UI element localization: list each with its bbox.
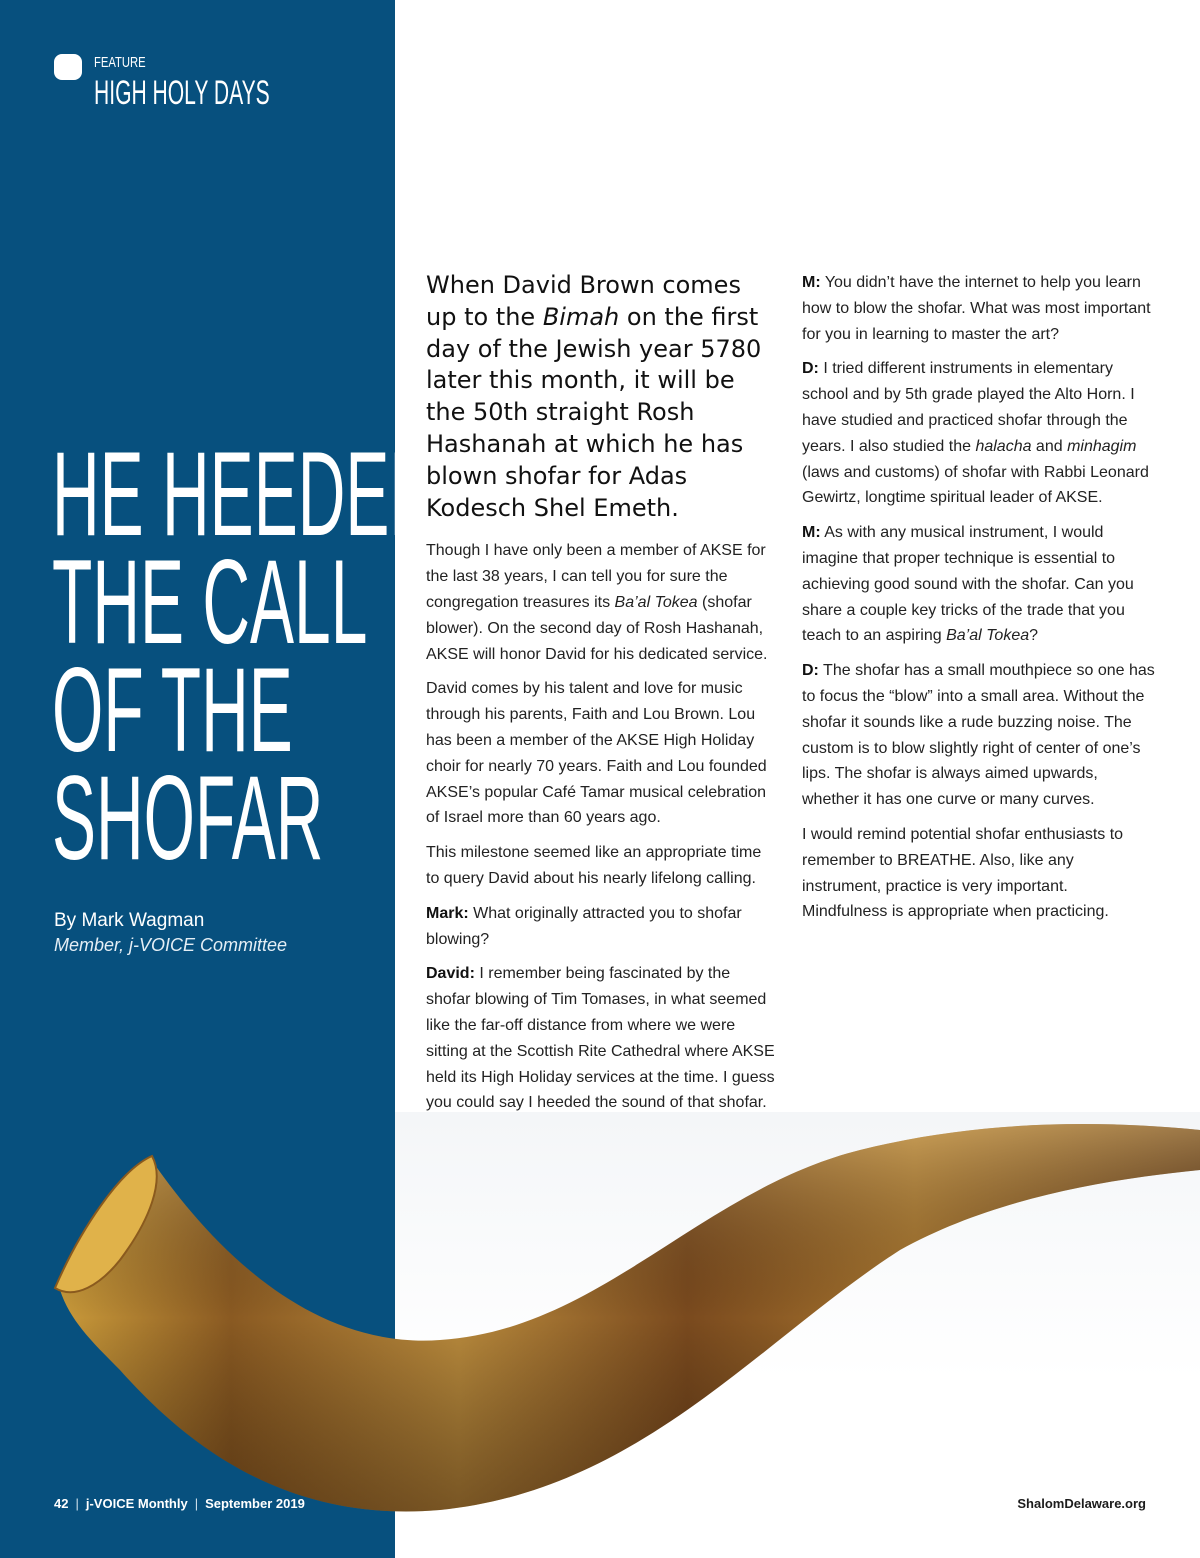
- answer-text: I remember being fascinated by the shofar blowing of Tim Tomases, in what seemed like the far-off distance from where we were sitting at the Scottish Rite Cathedral where AKSE held its High Holiday services at the time. I guess you could say I heeded the sound of that shofar.: [426, 965, 775, 1112]
- answer-text: I tried different instruments in elementary school and by 5th grade played the Alto Horn. I have studied and practiced shofar through the years. I also studied the: [802, 360, 1135, 455]
- answer-emphasis: minhagim: [1067, 437, 1137, 455]
- answer: [426, 961, 778, 1116]
- speaker-label: D:: [802, 360, 819, 378]
- answer-emphasis: halacha: [975, 437, 1032, 455]
- speaker-label: Mark:: [426, 904, 469, 922]
- question-emphasis: Ba’al Tokea: [946, 627, 1030, 645]
- article-column-1: [426, 270, 778, 1125]
- question-text: What originally attracted you to shofar blowing?: [426, 904, 742, 948]
- feature-kicker: FEATURE: [94, 54, 146, 71]
- paragraph: [426, 538, 778, 667]
- headline-line: HE HEEDED: [52, 427, 438, 561]
- question-text: ?: [1029, 627, 1039, 645]
- question: [802, 520, 1157, 649]
- issue-date: September 2019: [205, 1496, 305, 1511]
- footer-divider: |: [75, 1496, 79, 1511]
- answer-text: The shofar has a small mouthpiece so one has to focus the “blow” into a small area. Without the shofar it sounds like a rude buzzing noise. The custom is to blow slightly right of center of one’s lips. The shofar is always aimed upwards, whether it has one curve or many curves.: [802, 662, 1155, 809]
- paragraph-text: (shofar blower). On the second day of Rosh Hashanah, AKSE will honor David for his dedicated service.: [426, 593, 768, 663]
- lede-text: When David Brown comes up to the: [426, 271, 741, 331]
- lede-emphasis: Bimah: [542, 302, 620, 331]
- answer-text: and: [1031, 437, 1068, 455]
- question: [426, 901, 778, 953]
- speaker-label: David:: [426, 965, 475, 983]
- feature-bullet-icon: [54, 54, 82, 80]
- byline-role: Member, j-VOICE Committee: [54, 935, 288, 955]
- article-column-2: [802, 270, 1157, 934]
- question-text: As with any musical instrument, I would imagine that proper technique is essential to achieving good sound with the shofar. Can you share a couple key tricks of the trade that you teach to an aspiring: [802, 524, 1134, 645]
- paragraph: I would remind potential shofar enthusiasts to remember to BREATHE. Also, like any instrument, practice is very important. Mindfulness is appropriate when practicing.: [802, 825, 1124, 921]
- paragraph: This milestone seemed like an appropriate time to query David about his nearly lifelong calling.: [426, 844, 762, 887]
- speaker-label: M:: [802, 524, 821, 542]
- speaker-label: M:: [802, 274, 821, 291]
- footer-website[interactable]: ShalomDelaware.org: [1017, 1496, 1146, 1511]
- footer-divider: |: [194, 1496, 199, 1511]
- byline: [54, 909, 384, 957]
- paragraph-text: Though I have only been a member of AKSE for the last 38 years, I can tell you for sure the congregation treasures its: [426, 542, 766, 611]
- page-number: 42: [54, 1496, 69, 1511]
- answer: [802, 356, 1157, 511]
- answer-text: (laws and customs) of shofar with Rabbi Leonard Gewirtz, longtime spiritual leader of AKSE.: [802, 463, 1149, 507]
- byline-author: By Mark Wagman: [54, 910, 205, 931]
- lede-text: on the first day of the Jewish year 5780 later this month, it will be the 50th straight Rosh Hashanah at which he has blown shofar for Adas Kodesch Shel Emeth.: [426, 302, 762, 522]
- shofar-photo: [0, 1110, 1200, 1540]
- article-headline: [52, 427, 438, 885]
- footer-left: [54, 1496, 305, 1511]
- headline-line: OF THE: [52, 643, 293, 777]
- question-text: You didn’t have the internet to help you learn how to blow the shofar. What was most important for you in learning to master the art?: [802, 274, 1151, 343]
- speaker-label: D:: [802, 662, 819, 680]
- publication-name: j-VOICE Monthly: [85, 1496, 188, 1511]
- headline-line: THE CALL: [52, 535, 368, 669]
- feature-section-title: HIGH HOLY DAYS: [94, 74, 270, 112]
- paragraph: David comes by his talent and love for music through his parents, Faith and Lou Brown. Lou has been a member of the AKSE High Holiday choir for nearly 70 years. Faith and Lou founded AKSE’s popular Café Tamar musical celebration of Israel more than 60 years ago.: [426, 680, 767, 827]
- headline-line: SHOFAR: [52, 751, 324, 885]
- paragraph-emphasis: Ba’al Tokea: [614, 593, 698, 611]
- question: [802, 270, 1157, 347]
- article-lede: [426, 270, 778, 524]
- answer: [802, 658, 1157, 813]
